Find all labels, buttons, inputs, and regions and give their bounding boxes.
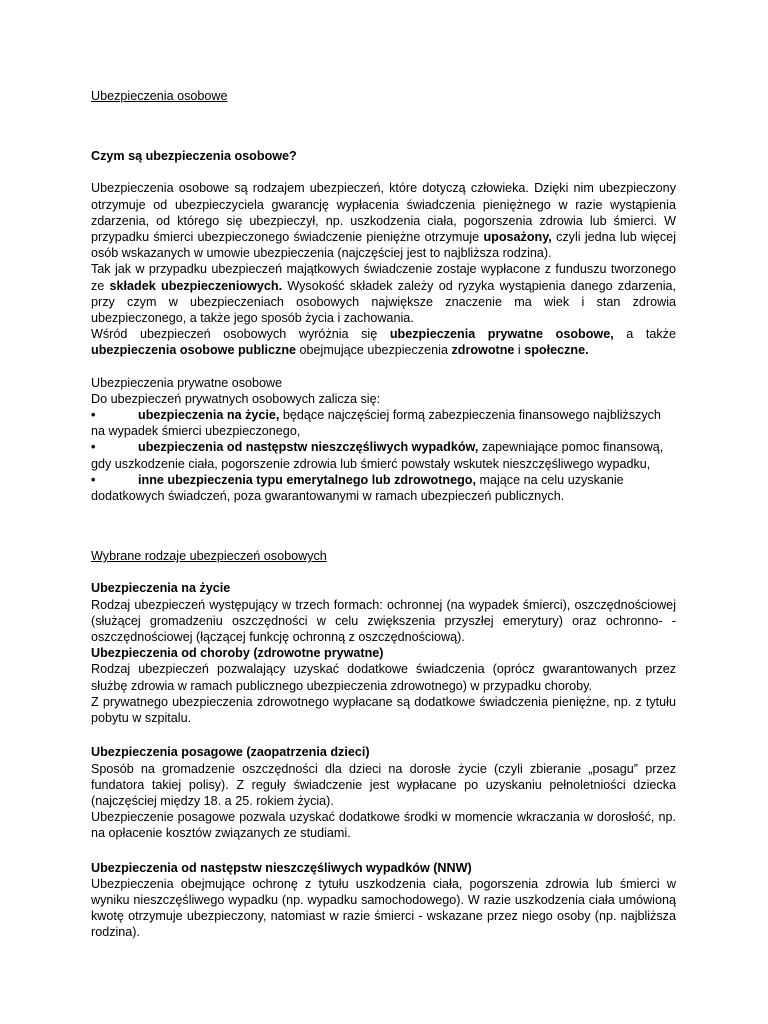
list-item bbox=[91, 407, 676, 439]
list-item bbox=[91, 439, 676, 471]
bold-term: ubezpieczenia od następstw nieszczęśliwych wypadków, bbox=[138, 440, 479, 455]
document-title: Ubezpieczenia osobowe bbox=[91, 89, 228, 103]
types-heading: Wybrane rodzaje ubezpieczeń osobowych bbox=[91, 549, 327, 564]
list-item-continuation: gdy uszkodzenie ciała, pogorszenie zdrowia lub śmierć powstały wskutek nieszczęśliwego wypadku, bbox=[91, 456, 651, 471]
text-run: a także bbox=[613, 327, 676, 342]
intro-paragraph bbox=[91, 180, 676, 261]
bold-term: uposażony, bbox=[483, 230, 552, 245]
illness-text: Rodzaj ubezpieczeń pozwalający uzyskać dodatkowe świadczenia (oprócz gwarantowanych przez służbę zdrowia w ramach publicznego ubezpieczenia zdrowotnego) w przypadku choroby. bbox=[91, 662, 676, 693]
text-run: Ubezpieczenia osobowe są rodzajem ubezpieczeń, które dotyczą człowieka. Dzięki nim ubezpieczony otrzymuje od ubezpieczyciela gwarancję wypłacenia świadczenia pieniężnego w razie wystąpienia zdarzenia, od którego się ubezpieczył, np. uszkodzenia ciała, pogorszenia zdrowia lub śmierci. W przypadku śmierci ubezpieczonego świadczenie pieniężne otrzymuje bbox=[91, 181, 676, 245]
illness-heading: Ubezpieczenia od choroby (zdrowotne prywatne) bbox=[91, 646, 384, 661]
text-run: Wysokość składek zależy od ryzyka wystąpienia danego zdarzenia, przy czym w ubezpieczeniach osobowych największe znaczenie ma wiek i stan zdrowia ubezpieczonego, a także jego sposób życia i zachowania. bbox=[91, 278, 676, 326]
life-text: Rodzaj ubezpieczeń występujący w trzech formach: ochronnej (na wypadek śmierci), oszczędnościowej (służącej gromadzeniu oszczędności w celu zwiększenia przyszłej emerytury) oraz ochronno- -oszczędnościowej (łączącej funkcję ochronną z oszczędnościową). bbox=[91, 597, 676, 645]
nnw-text: Ubezpieczenia obejmujące ochronę z tytułu uszkodzenia ciała, pogorszenia zdrowia lub śmierci w wyniku nieszczęśliwego wypadku (np. wypadku samochodowego). W razie uszkodzenia ciała umówioną kwotę otrzymuje ubezpieczony, natomiast w razie śmierci - wskazane przez niego osoby (np. najbliższa rodzina). bbox=[91, 876, 676, 940]
bold-term: zdrowotne bbox=[451, 343, 515, 358]
bullet-icon: • bbox=[91, 440, 96, 455]
private-section-heading: Ubezpieczenia prywatne osobowe bbox=[91, 375, 283, 390]
text-run: i bbox=[514, 343, 525, 358]
text-run: mające na celu uzyskanie bbox=[475, 472, 624, 487]
dowry-text-2: Ubezpieczenie posagowe pozwala uzyskać dodatkowe środki w momencie wkraczania w dorosłość, np. na opłacenie kosztów związanych ze studiami. bbox=[91, 810, 676, 841]
life-heading: Ubezpieczenia na życie bbox=[91, 581, 231, 596]
bold-term: inne ubezpieczenia typu emerytalnego lub zdrowotnego, bbox=[138, 472, 476, 487]
dowry-text: Sposób na gromadzenie oszczędności dla dzieci na dorosłe życie (czyli zbieranie „posagu” przez fundatora takiej polisy). Z reguły świadczenie jest wypłacane po uzyskaniu pełnoletniości dziecka (najczęściej między 18. a 25. rokiem życia). bbox=[91, 761, 676, 808]
bullet-icon: • bbox=[91, 408, 96, 423]
text-run: zapewniające pomoc finansową, bbox=[478, 440, 664, 455]
bold-term: składek ubezpieczeniowych. bbox=[109, 278, 283, 293]
bold-term: ubezpieczenia na życie, bbox=[138, 408, 280, 423]
document-body bbox=[91, 88, 676, 941]
text-run: Tak jak w przypadku ubezpieczeń majątkowych świadczenie zostaje wypłacone z funduszu tworzonego ze bbox=[91, 262, 676, 293]
list-item-continuation: na wypadek śmierci ubezpieczonego, bbox=[91, 424, 301, 439]
text-run: będące najczęściej formą zabezpieczenia finansowego najbliższych bbox=[279, 408, 661, 423]
bold-term: ubezpieczenia prywatne osobowe, bbox=[389, 327, 614, 342]
contributions-paragraph bbox=[91, 261, 676, 326]
classification-paragraph bbox=[91, 326, 676, 358]
question-heading: Czym są ubezpieczenia osobowe? bbox=[91, 149, 297, 164]
bullet-icon: • bbox=[91, 472, 96, 487]
illness-text-2: Z prywatnego ubezpieczenia zdrowotnego wypłacane są dodatkowe świadczenia pieniężne, np. z tytułu pobytu w szpitalu. bbox=[91, 694, 676, 726]
bullet-list bbox=[91, 407, 676, 504]
dowry-heading: Ubezpieczenia posagowe (zaopatrzenia dzieci) bbox=[91, 745, 370, 760]
bold-term: społeczne. bbox=[524, 343, 589, 358]
private-intro: Do ubezpieczeń prywatnych osobowych zalicza się: bbox=[91, 391, 381, 406]
nnw-heading: Ubezpieczenia od następstw nieszczęśliwych wypadków (NNW) bbox=[91, 860, 472, 875]
text-run: Wśród ubezpieczeń osobowych wyróżnia się bbox=[91, 327, 390, 342]
text-run: czyli jedna lub więcej osób wskazanych w umowie ubezpieczenia (najczęściej jest to najbliższa rodzina). bbox=[91, 230, 676, 261]
list-item-continuation: dodatkowych świadczeń, poza gwarantowanymi w ramach ubezpieczeń publicznych. bbox=[91, 489, 565, 504]
text-run: obejmujące ubezpieczenia bbox=[296, 343, 452, 358]
list-item bbox=[91, 472, 676, 504]
bold-term: ubezpieczenia osobowe publiczne bbox=[91, 343, 297, 358]
